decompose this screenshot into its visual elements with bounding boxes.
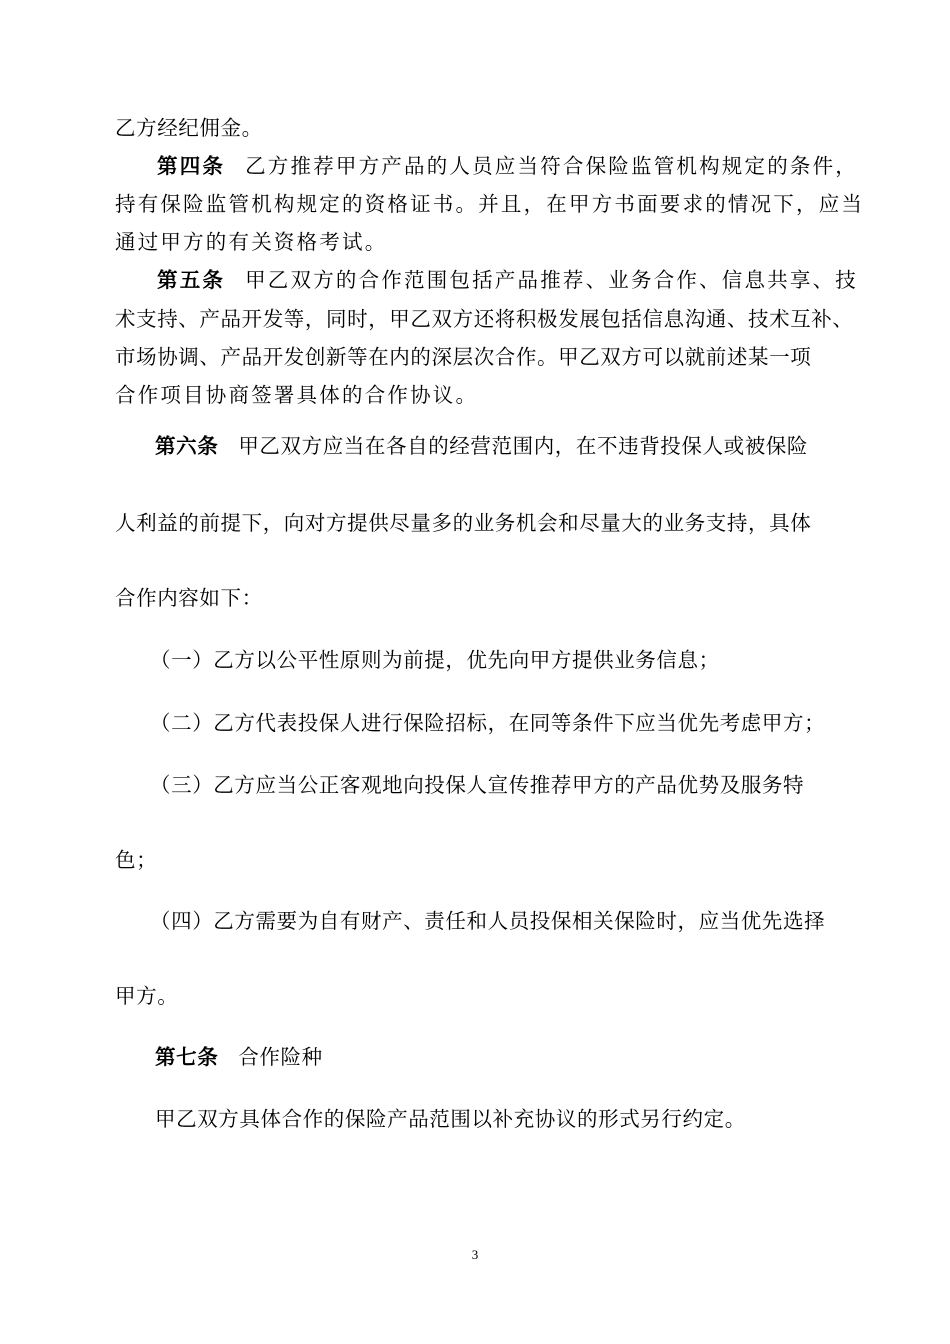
text-line bbox=[115, 228, 845, 256]
article-6-line bbox=[155, 432, 845, 460]
line-text: （三）乙方应当公正客观地向投保人宣传推荐甲方的产品优势及服务特 bbox=[150, 773, 805, 797]
line-text: 合作项目协商签署具体的合作协议。 bbox=[115, 383, 479, 407]
text-line bbox=[115, 846, 845, 874]
line-text: 通过甲方的有关资格考试。 bbox=[115, 230, 388, 254]
article-5-line bbox=[157, 266, 859, 294]
line-text: 甲方。 bbox=[115, 984, 179, 1008]
line-text: （二）乙方代表投保人进行保险招标，在同等条件下应当优先考虑甲方； bbox=[150, 711, 826, 735]
line-text: 甲乙双方具体合作的保险产品范围以补充协议的形式另行约定。 bbox=[155, 1107, 746, 1131]
line-text: 乙方推荐甲方产品的人员应当符合保险监管机构规定的条件， bbox=[245, 154, 859, 178]
list-item-1 bbox=[150, 646, 840, 674]
line-text: 色； bbox=[115, 848, 158, 872]
line-text: 合作险种 bbox=[238, 1045, 323, 1069]
text-line bbox=[115, 343, 845, 371]
text-line bbox=[155, 1105, 845, 1133]
article-7-line bbox=[155, 1043, 845, 1071]
line-text: 人利益的前提下，向对方提供尽量多的业务机会和尽量大的业务支持，具体 bbox=[115, 511, 812, 535]
line-text: （一）乙方以公平性原则为前提，优先向甲方提供业务信息； bbox=[150, 648, 720, 672]
line-text: 乙方经纪佣金。 bbox=[115, 116, 263, 140]
text-line bbox=[115, 584, 845, 612]
list-item-2 bbox=[150, 709, 840, 737]
article-heading: 第四条 bbox=[157, 154, 226, 178]
text-line bbox=[115, 509, 845, 537]
line-text: 术支持、产品开发等，同时，甲乙双方还将积极发展包括信息沟通、技术互补、 bbox=[115, 307, 854, 331]
text-line bbox=[115, 381, 845, 409]
page-number: 3 bbox=[471, 1247, 479, 1262]
text-line bbox=[115, 190, 865, 218]
line-text: 持有保险监管机构规定的资格证书。并且，在甲方书面要求的情况下，应当 bbox=[115, 192, 865, 216]
line-text: 甲乙双方应当在各自的经营范围内，在不违背投保人或被保险 bbox=[238, 434, 809, 458]
text-line bbox=[115, 982, 845, 1010]
line-text: （四）乙方需要为自有财产、责任和人员投保相关保险时，应当优先选择 bbox=[150, 909, 826, 933]
list-item-3 bbox=[150, 771, 840, 799]
article-heading: 第六条 bbox=[155, 434, 219, 458]
article-heading: 第五条 bbox=[157, 268, 226, 292]
line-text: 甲乙双方的合作范围包括产品推荐、业务合作、信息共享、技 bbox=[245, 268, 859, 292]
list-item-4 bbox=[150, 907, 840, 935]
article-heading: 第七条 bbox=[155, 1045, 219, 1069]
article-4-line bbox=[157, 152, 859, 180]
text-line bbox=[115, 305, 854, 333]
text-line bbox=[115, 114, 845, 142]
line-text: 合作内容如下： bbox=[115, 586, 263, 610]
line-text: 市场协调、产品开发创新等在内的深层次合作。甲乙双方可以就前述某一项 bbox=[115, 345, 812, 369]
